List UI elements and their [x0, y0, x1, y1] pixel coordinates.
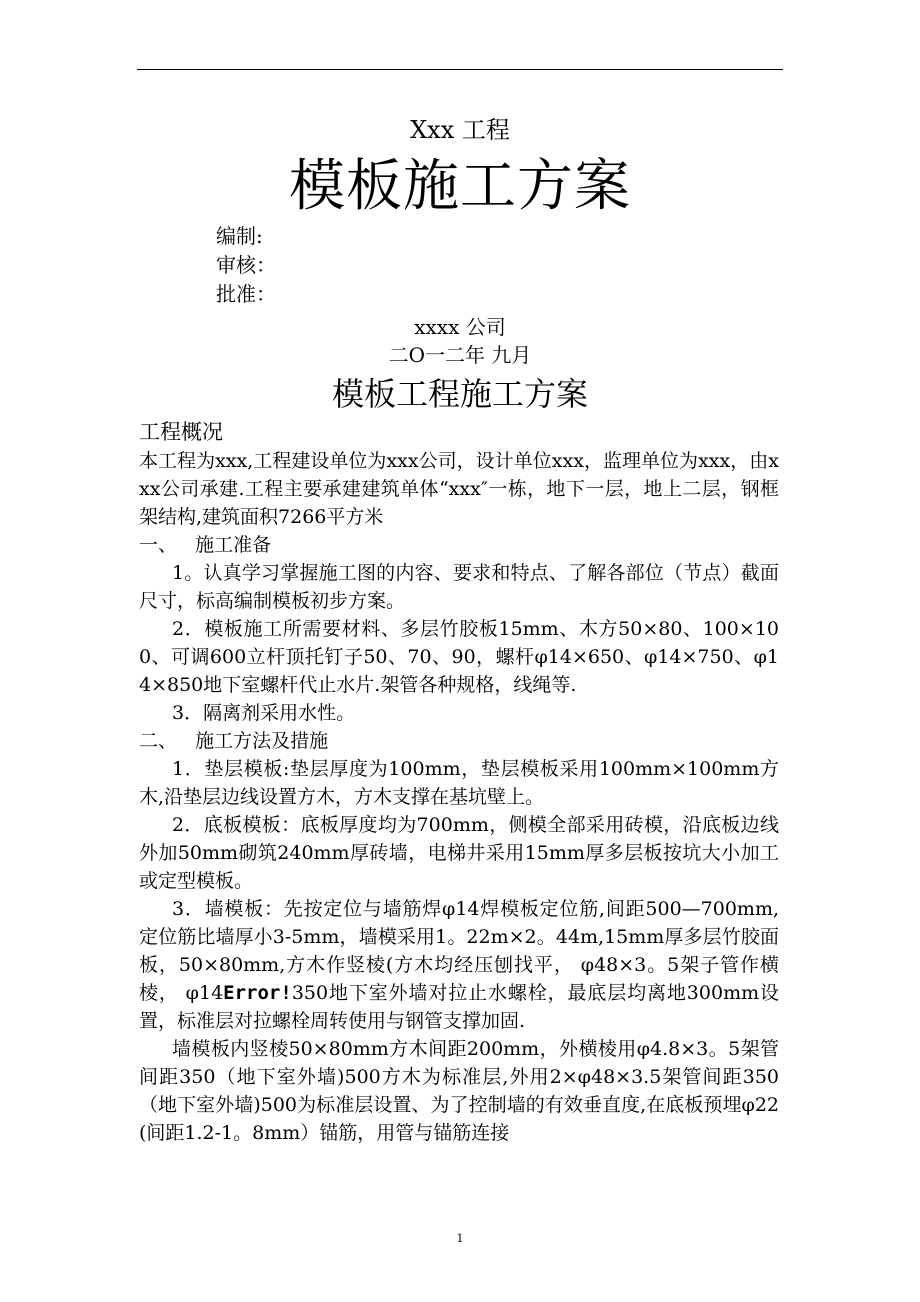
- overview-heading: 工程概况: [139, 420, 223, 444]
- preparation-item-3: 3．隔离剂采用水性。: [172, 702, 356, 724]
- method-item-2: 2．底板模板：底板厚度均为700mm，侧模全部采用砖模，沿底板边线外加50mm砌筑240mm厚砖墙，电梯井采用15mm厚多层板按坑大小加工或定型模板。: [139, 814, 779, 892]
- method-item-3: [139, 895, 779, 1035]
- company-name: xxxx 公司: [414, 315, 506, 339]
- section-heading-methods: 二、 施工方法及措施: [139, 730, 329, 752]
- document-title: 模板工程施工方案: [331, 375, 588, 413]
- sign-line-compile: 编制:: [216, 224, 263, 248]
- header-rule: [137, 69, 783, 70]
- project-name: Xxx 工程: [410, 116, 510, 144]
- document-body: [139, 417, 779, 1147]
- field-error-text: Error!: [223, 982, 292, 1004]
- issue-date: 二O一二年 九月: [388, 343, 532, 367]
- method-item-3-text-b: 350地下室外墙对拉止水螺栓，最底层均离地300mm设置，标准层对拉螺栓周转使用与钢管支撑加固.: [139, 982, 779, 1032]
- page-number: 1: [456, 1232, 464, 1245]
- overview-paragraph: 本工程为xxx,工程建设单位为xxx公司，设计单位xxx，监理单位为xxx，由xxx公司承建.工程主要承建建筑单体“xxx″一栋，地下一层，地上二层，钢框架结构,建筑面积7266平方米: [139, 450, 779, 528]
- sign-line-approve: 批准：: [216, 282, 276, 306]
- wall-formwork-paragraph: 墙模板内竖棱50×80mm方木间距200mm，外横棱用φ4.8×3。5架管间距350（地下室外墙)500方木为标准层,外用2×φ48×3.5架管间距350（地下室外墙)500为标准层设置、为了控制墙的有效垂直度,在底板预埋φ22(间距1.2-1。8mm）锚筋，用管与锚筋连接: [139, 1038, 779, 1144]
- sign-line-review: 审核：: [216, 253, 276, 277]
- method-item-3-text-a: 3．墙模板：先按定位与墙筋焊φ14焊模板定位筋,间距500—700mm,定位筋比墙厚小3-5mm，墙模采用1。22m×2。44m,15mm厚多层竹胶面板，50×80mm,方木作竖棱(方木均经压刨找平， φ48×3。5架子管作横棱， φ14: [139, 898, 779, 1004]
- section-heading-preparation: 一、 施工准备: [139, 534, 272, 556]
- cover-title: 模板施工方案: [289, 154, 631, 219]
- preparation-item-1: 1。认真学习掌握施工图的内容、要求和特点、了解各部位（节点）截面尺寸，标高编制模板初步方案。: [139, 562, 779, 612]
- signature-block: [216, 222, 276, 309]
- method-item-1: 1．垫层模板:垫层厚度为100mm，垫层模板采用100mm×100mm方木,沿垫层边线设置方木，方木支撑在基坑壁上。: [139, 758, 779, 808]
- preparation-item-2: 2．模板施工所需要材料、多层竹胶板15mm、木方50×80、100×100、可调600立杆顶托钉子50、70、90，螺杆φ14×650、φ14×750、φ14×850地下室螺杆代止水片.架管各种规格，线绳等.: [139, 618, 779, 696]
